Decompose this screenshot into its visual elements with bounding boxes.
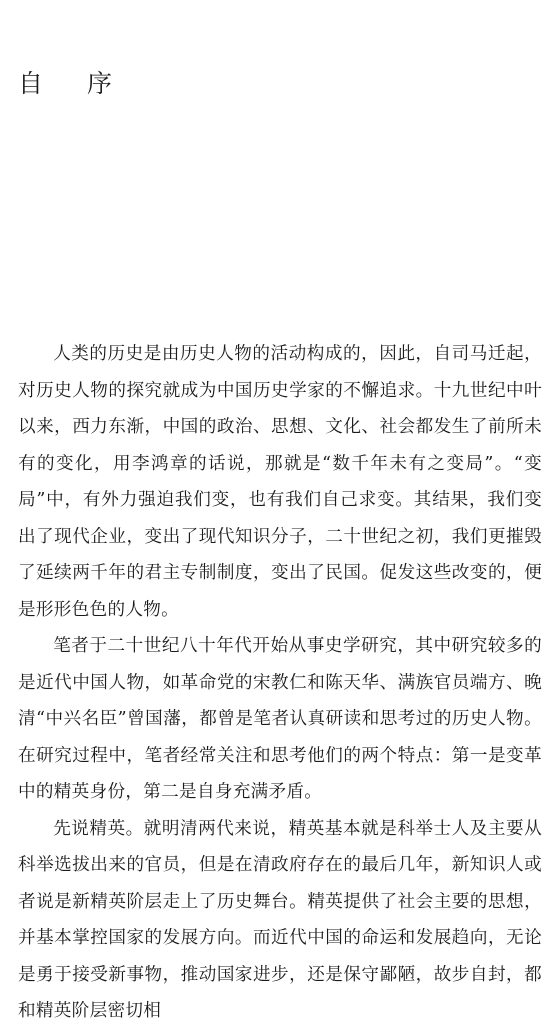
paragraph-2: 笔者于二十世纪八十年代开始从事史学研究，其中研究较多的是近代中国人物，如革命党的宋教仁和陈天华、满族官员端方、晚清“中兴名臣”曾国藩，都曾是笔者认真研读和思考过的历史人物。在研究过程中，笔者经常关注和思考他们的两个特点：第一是变革中的精英身份，第二是自身充满矛盾。	[18, 636, 542, 802]
paragraph-1: 人类的历史是由历史人物的活动构成的，因此，自司马迁起，对历史人物的探究就成为中国历史学家的不懈追求。十九世纪中叶以来，西力东渐，中国的政治、思想、文化、社会都发生了前所未有的变化，用李鸿章的话说，那就是“数千年未有之变局”。“变局”中，有外力强迫我们变，也有我们自己求变。其结果，我们变出了现代企业，变出了现代知识分子，二十世纪之初，我们更摧毁了延续两千年的君主专制制度，变出了民国。促发这些改变的，便是形形色色的人物。	[18, 344, 542, 620]
paragraph-3: 先说精英。就明清两代来说，精英基本就是科举士人及主要从科举选拔出来的官员，但是在清政府存在的最后几年，新知识人或者说是新精英阶层走上了历史舞台。精英提供了社会主要的思想，并基本掌控国家的发展方向。而近代中国的命运和发展趋向，无论是勇于接受新事物，推动国家进步，还是保守鄙陋，故步自封，都和精英阶层密切相	[18, 818, 542, 1021]
chapter-heading: 自 序	[18, 69, 130, 98]
body-text	[18, 336, 542, 1030]
